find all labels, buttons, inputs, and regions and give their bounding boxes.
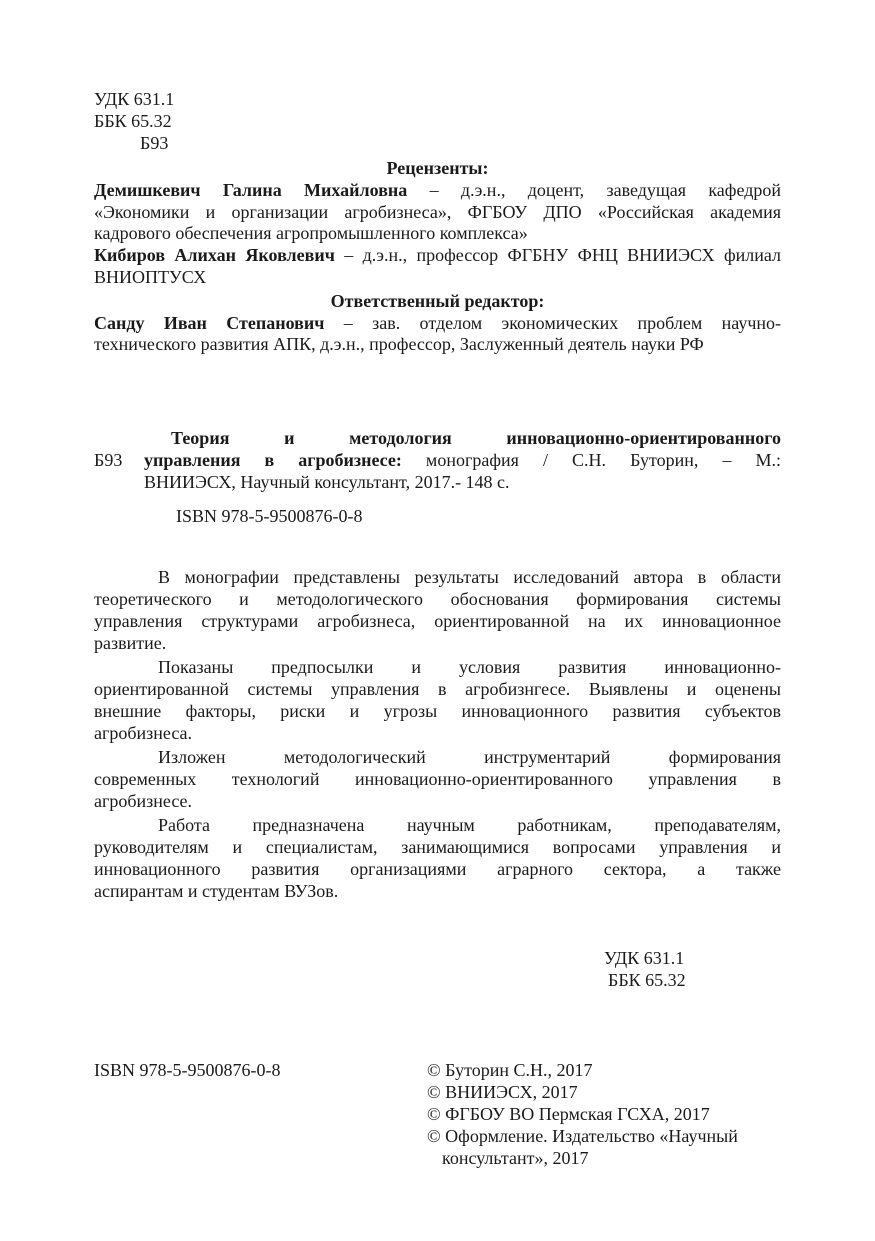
bibliographic-mark: Б93	[94, 450, 123, 470]
isbn-footer: ISBN 978-5-9500876-0-8	[94, 1060, 281, 1080]
book-title-line3: ВНИИЭСХ, Научный консультант, 2017.- 148 с.	[144, 472, 510, 492]
abstract-p4-line1: Работа предназначена научным работникам, преподавателям,	[158, 815, 781, 835]
abstract-p3-line2: современных технологий инновационно-ориентированного управления в	[94, 769, 781, 789]
copyright-perm-gsha: © ФГБОУ ВО Пермская ГСХА, 2017	[427, 1104, 710, 1124]
abstract-p3-line3: агробизнесе.	[94, 791, 193, 811]
abstract-p2-line2: ориентированной системы управления в агробизнгесе. Выявлены и оценены	[94, 679, 781, 699]
copyright-design-line1: © Оформление. Издательство «Научный	[427, 1126, 738, 1146]
author-mark: Б93	[140, 133, 169, 153]
udk-code-bottom: УДК 631.1	[604, 948, 685, 968]
editor-line2: технического развития АПК, д.э.н., профессор, Заслуженный деятель науки РФ	[94, 334, 704, 354]
reviewer2-line1: Кибиров Алихан Яковлевич – д.э.н., профессор ФГБНУ ФНЦ ВНИИЭСХ филиал	[94, 245, 781, 265]
udk-code: УДК 631.1	[94, 89, 175, 109]
reviewer1-name: Демишкевич Галина Михайловна	[94, 180, 408, 200]
abstract-p2-line4: агробизнеса.	[94, 723, 193, 743]
abstract-p1-line2: теоретического и методологического обоснования формирования системы	[94, 589, 781, 609]
abstract-p1-line4: развитие.	[94, 633, 167, 653]
reviewer2-line2: ВНИОПТУСХ	[94, 267, 207, 287]
reviewer1-line3: кадрового обеспечения агропромышленного комплекса»	[94, 223, 528, 243]
abstract-p3-line1: Изложен методологический инструментарий формирования	[158, 747, 781, 767]
copyright-author: © Буторин С.Н., 2017	[427, 1060, 593, 1080]
abstract-p4-line2: руководителям и специалистам, занимающимися вопросами управления и	[94, 837, 781, 857]
editor-name: Санду Иван Степанович	[94, 313, 325, 333]
abstract-p4-line3: инновационного развития организациями аграрного сектора, а также	[94, 859, 781, 879]
editor-line1: Санду Иван Степанович – зав. отделом экономических проблем научно-	[94, 313, 781, 333]
copyright-design-line2: консультант», 2017	[442, 1148, 589, 1168]
editor-heading: Ответственный редактор:	[330, 291, 545, 311]
reviewer1-line1: Демишкевич Галина Михайловна – д.э.н., доцент, заведущая кафедрой	[94, 180, 781, 200]
abstract-p1-line3: управления структурами агробизнеса, ориентированной на их инновационное	[94, 611, 781, 631]
book-title-line2: управления в агробизнесе: монография / С.Н. Буторин, – М.:	[144, 450, 782, 470]
isbn-entry: ISBN 978-5-9500876-0-8	[176, 506, 363, 526]
reviewer1-line2: «Экономики и организации агробизнеса», ФГБОУ ДПО «Российская академия	[94, 202, 781, 222]
copyright-vniiesh: © ВНИИЭСХ, 2017	[427, 1082, 578, 1102]
bbk-code: ББК 65.32	[94, 111, 172, 131]
bbk-code-bottom: ББК 65.32	[608, 970, 686, 990]
abstract-p1-line1: В монографии представлены результаты исследований автора в области	[158, 567, 781, 587]
reviewer2-name: Кибиров Алихан Яковлевич	[94, 245, 335, 265]
reviewers-heading: Рецензенты:	[386, 158, 489, 178]
abstract-p4-line4: аспирантам и студентам ВУЗов.	[94, 881, 339, 901]
book-title-line1: Теория и методология инновационно-ориентированного	[171, 428, 781, 448]
abstract-p2-line3: внешние факторы, риски и угрозы инновационного развития субъектов	[94, 701, 781, 721]
abstract-p2-line1: Показаны предпосылки и условия развития инновационно-	[158, 657, 781, 677]
